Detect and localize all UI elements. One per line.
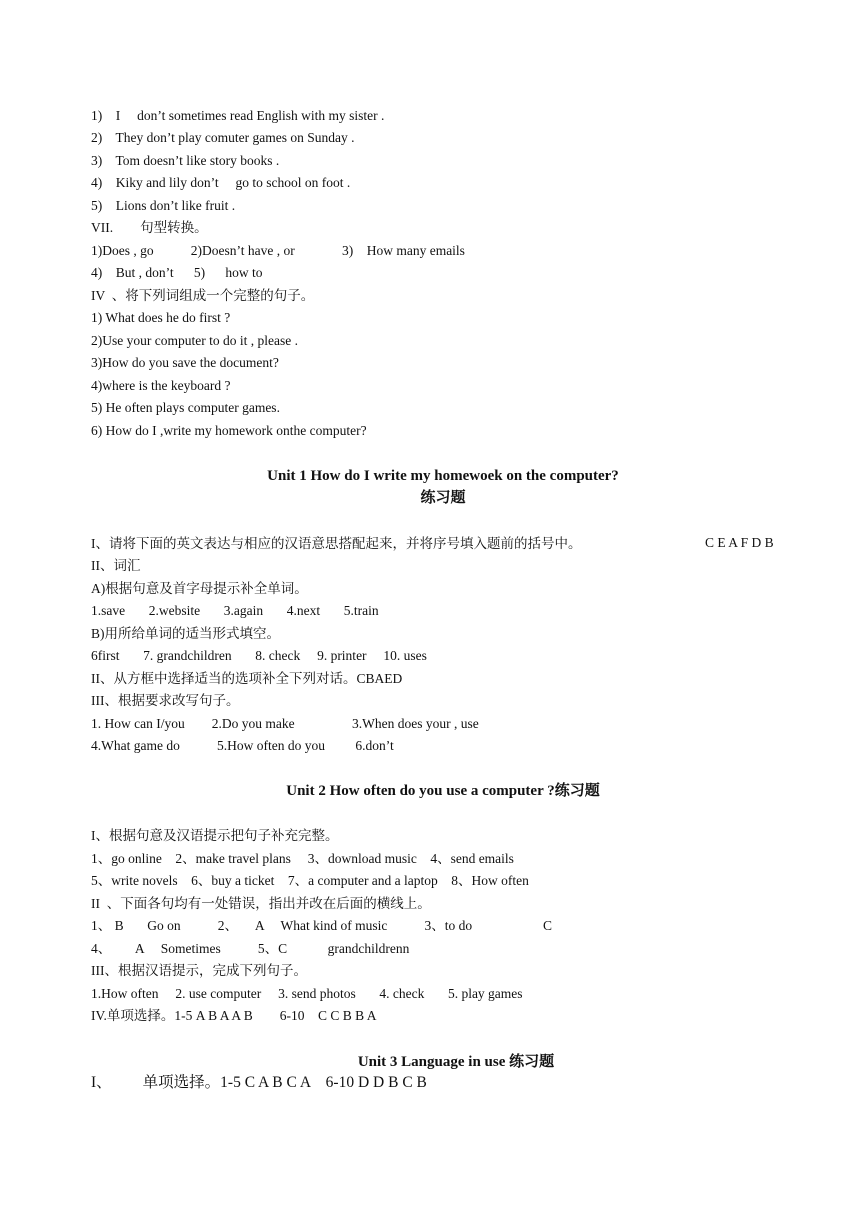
- answer-line: 2)Use your computer to do it , please .: [91, 333, 298, 348]
- unit1-line: II、从方框中选择适当的选项补全下列对话。CBAED: [91, 671, 403, 686]
- answer-line: 4) Kiky and lily don’t go to school on foot .: [91, 175, 351, 190]
- unit1-line: 1.save 2.website 3.again 4.next 5.train: [91, 603, 379, 618]
- unit2-line: 4、 A Sometimes 5、C grandchildrenn: [91, 941, 410, 956]
- unit2-line: II 、下面各句均有一处错误，指出并改在后面的横线上。: [91, 896, 431, 911]
- unit2-line: 5、write novels 6、buy a ticket 7、a computer and a laptop 8、How often: [91, 873, 529, 888]
- unit3-line: I、 单项选择。1-5 C A B C A 6-10 D D B C B: [91, 1074, 427, 1091]
- answer-line: 1) What does he do first ?: [91, 310, 231, 325]
- answer-line: 3)How do you save the document?: [91, 355, 279, 370]
- unit1-line: B)用所给单词的适当形式填空。: [91, 626, 280, 641]
- unit2-line: IV.单项选择。1-5 A B A A B 6-10 C C B B A: [91, 1008, 377, 1023]
- answer-line: 6) How do I ,write my homework onthe computer?: [91, 423, 367, 438]
- answer-line: 4) But , don’t 5) how to: [91, 265, 263, 280]
- answer-line: 1) I don’t sometimes read English with my sister .: [91, 108, 385, 123]
- unit2-line: I、根据句意及汉语提示把句子补充完整。: [91, 828, 339, 843]
- unit1-line: III、根据要求改写句子。: [91, 693, 240, 708]
- unit2-title: Unit 2 How often do you use a computer ?练习题: [286, 783, 600, 799]
- answer-line: 1)Does , go 2)Doesn’t have , or 3) How many emails: [91, 243, 465, 258]
- answer-line: 2) They don’t play comuter games on Sunday .: [91, 130, 355, 145]
- unit2-line: 1、go online 2、make travel plans 3、download music 4、send emails: [91, 851, 514, 866]
- answer-line: 3) Tom doesn’t like story books .: [91, 153, 280, 168]
- unit2-line: 1、 B Go on 2、 A What kind of music 3、to do C: [91, 918, 552, 933]
- unit1-line: A)根据句意及首字母提示补全单词。: [91, 581, 308, 596]
- section-heading: VII. 句型转换。: [91, 220, 208, 235]
- unit2-line: 1.How often 2. use computer 3. send photos 4. check 5. play games: [91, 986, 523, 1001]
- unit1-line: 6first 7. grandchildren 8. check 9. printer 10. uses: [91, 648, 427, 663]
- unit1-title: Unit 1 How do I write my homewoek on the computer?: [267, 468, 619, 484]
- unit1-subtitle: 练习题: [420, 490, 466, 506]
- section-heading: IV 、将下列词组成一个完整的句子。: [91, 288, 315, 303]
- unit3-title: Unit 3 Language in use 练习题: [357, 1054, 555, 1070]
- unit1-line: 4.What game do 5.How often do you 6.don’t: [91, 738, 394, 753]
- unit1-line: II、词汇: [91, 558, 141, 573]
- unit1-line: 1. How can I/you 2.Do you make 3.When does your , use: [91, 716, 479, 731]
- answer-line: 4)where is the keyboard ?: [91, 378, 231, 393]
- unit1-answer: C E A F D B: [705, 535, 774, 550]
- unit1-question-line: I、请将下面的英文表达与相应的汉语意思搭配起来，并将序号填入题前的括号中。: [91, 536, 582, 551]
- answer-line: 5) Lions don’t like fruit .: [91, 198, 236, 213]
- unit2-line: III、根据汉语提示，完成下列句子。: [91, 963, 307, 978]
- answer-line: 5) He often plays computer games.: [91, 400, 280, 415]
